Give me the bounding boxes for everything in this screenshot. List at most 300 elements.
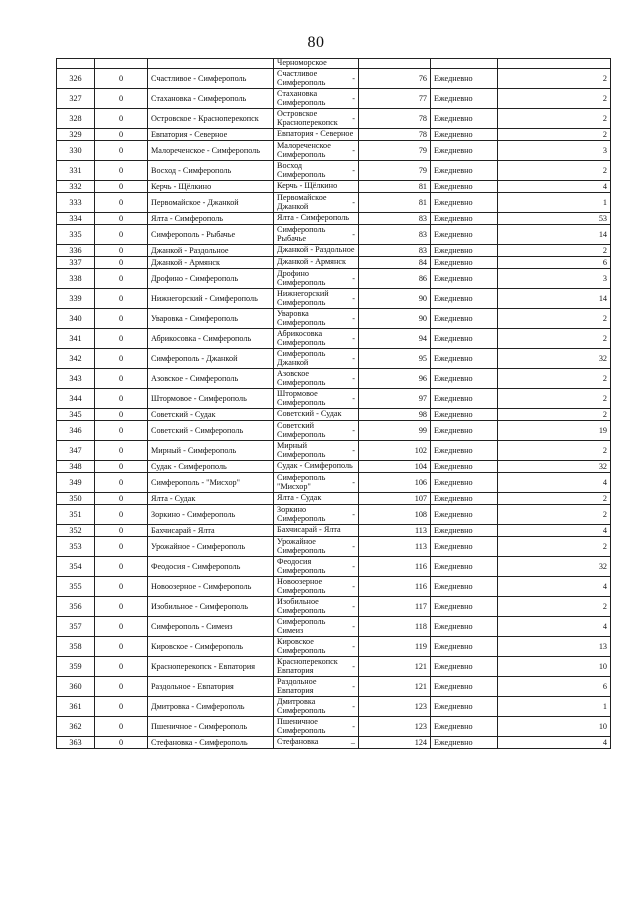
points-line: Симферополь bbox=[277, 605, 326, 615]
cell-count: 3 bbox=[498, 269, 611, 289]
points-line: Уваровка bbox=[277, 309, 309, 319]
points-line: Красноперекопск bbox=[277, 117, 338, 127]
points-dash: - bbox=[352, 229, 355, 239]
table-row bbox=[57, 637, 611, 657]
cell-points: Черноморское bbox=[274, 59, 359, 69]
cell-zero: 0 bbox=[95, 697, 148, 717]
cell-points bbox=[274, 141, 359, 161]
cell-count: 4 bbox=[498, 617, 611, 637]
cell-points bbox=[274, 193, 359, 213]
points-line: Симферополь bbox=[277, 645, 326, 655]
cell-frequency: Ежедневно bbox=[431, 597, 498, 617]
cell-zero: 0 bbox=[95, 409, 148, 421]
cell-route: Стахановка - Симферополь bbox=[148, 89, 274, 109]
points-line: Симферополь bbox=[277, 149, 326, 159]
cell-points bbox=[274, 493, 359, 505]
points-dash: - bbox=[352, 373, 355, 383]
cell-route: Уваровка - Симферополь bbox=[148, 309, 274, 329]
points-dash: - bbox=[352, 333, 355, 343]
points-line: Симферополь bbox=[277, 77, 326, 87]
points-dash: - bbox=[352, 601, 355, 611]
points-line: Ялта - Судак bbox=[277, 493, 322, 503]
cell-points bbox=[274, 421, 359, 441]
points-dash: - bbox=[352, 273, 355, 283]
points-dash: - bbox=[352, 477, 355, 487]
cell-distance: 90 bbox=[359, 289, 431, 309]
cell-num: 329 bbox=[57, 129, 95, 141]
points-line: Симферополь bbox=[277, 565, 326, 575]
cell-frequency: Ежедневно bbox=[431, 161, 498, 181]
points-line: Симферополь bbox=[277, 545, 326, 555]
table-row bbox=[57, 245, 611, 257]
cell-points bbox=[274, 577, 359, 597]
cell-count: 1 bbox=[498, 193, 611, 213]
cell-route: Абрикосовка - Симферополь bbox=[148, 329, 274, 349]
cell-zero: 0 bbox=[95, 225, 148, 245]
cell-zero bbox=[95, 59, 148, 69]
table-row bbox=[57, 421, 611, 441]
cell-count bbox=[498, 59, 611, 69]
points-dash: - bbox=[352, 313, 355, 323]
cell-points bbox=[274, 473, 359, 493]
cell-points bbox=[274, 269, 359, 289]
points-dash: - bbox=[352, 561, 355, 571]
routes-table bbox=[56, 58, 611, 749]
cell-points bbox=[274, 557, 359, 577]
cell-frequency: Ежедневно bbox=[431, 421, 498, 441]
cell-zero: 0 bbox=[95, 505, 148, 525]
cell-route: Кировское - Симферополь bbox=[148, 637, 274, 657]
cell-distance: 123 bbox=[359, 717, 431, 737]
cell-frequency bbox=[431, 59, 498, 69]
cell-route: Керчь - Щёлкино bbox=[148, 181, 274, 193]
cell-count: 2 bbox=[498, 129, 611, 141]
cell-num: 349 bbox=[57, 473, 95, 493]
table-row bbox=[57, 473, 611, 493]
table-row bbox=[57, 537, 611, 557]
cell-points bbox=[274, 657, 359, 677]
points-line: Симферополь bbox=[277, 277, 326, 287]
cell-frequency: Ежедневно bbox=[431, 461, 498, 473]
cell-distance: 79 bbox=[359, 161, 431, 181]
cell-num: 330 bbox=[57, 141, 95, 161]
cell-route: Евпатория - Северное bbox=[148, 129, 274, 141]
cell-count: 4 bbox=[498, 577, 611, 597]
cell-num: 327 bbox=[57, 89, 95, 109]
cell-distance: 78 bbox=[359, 129, 431, 141]
cell-route: Джанкой - Раздольное bbox=[148, 245, 274, 257]
points-line: Евпатория bbox=[277, 665, 314, 675]
cell-num: 343 bbox=[57, 369, 95, 389]
points-line: Судак - Симферополь bbox=[277, 461, 353, 471]
table-row bbox=[57, 697, 611, 717]
cell-num: 338 bbox=[57, 269, 95, 289]
cell-num: 361 bbox=[57, 697, 95, 717]
cell-num: 331 bbox=[57, 161, 95, 181]
points-line: Симферополь bbox=[277, 297, 326, 307]
cell-zero: 0 bbox=[95, 213, 148, 225]
cell-count: 14 bbox=[498, 289, 611, 309]
points-line: Симеиз bbox=[277, 625, 304, 635]
cell-num bbox=[57, 59, 95, 69]
cell-route: Восход - Симферополь bbox=[148, 161, 274, 181]
cell-points bbox=[274, 369, 359, 389]
cell-frequency: Ежедневно bbox=[431, 493, 498, 505]
cell-frequency: Ежедневно bbox=[431, 349, 498, 369]
cell-zero: 0 bbox=[95, 537, 148, 557]
table-row bbox=[57, 441, 611, 461]
cell-zero: 0 bbox=[95, 129, 148, 141]
points-dash: - bbox=[352, 73, 355, 83]
cell-count: 2 bbox=[498, 109, 611, 129]
cell-count: 53 bbox=[498, 213, 611, 225]
points-line: Керчь - Щёлкино bbox=[277, 181, 338, 191]
table-row bbox=[57, 329, 611, 349]
cell-count: 2 bbox=[498, 245, 611, 257]
points-line: Мирный bbox=[277, 441, 308, 451]
cell-count: 4 bbox=[498, 181, 611, 193]
table-row bbox=[57, 193, 611, 213]
points-line: Джанкой bbox=[277, 357, 309, 367]
cell-zero: 0 bbox=[95, 617, 148, 637]
points-dash: - bbox=[352, 681, 355, 691]
cell-route: Судак - Симферополь bbox=[148, 461, 274, 473]
cell-frequency: Ежедневно bbox=[431, 557, 498, 577]
cell-num: 360 bbox=[57, 677, 95, 697]
points-line: Джанкой - Раздольное bbox=[277, 245, 355, 255]
cell-num: 334 bbox=[57, 213, 95, 225]
table-row bbox=[57, 109, 611, 129]
cell-route: Счастливое - Симферополь bbox=[148, 69, 274, 89]
cell-route: Советский - Симферополь bbox=[148, 421, 274, 441]
cell-count: 4 bbox=[498, 473, 611, 493]
cell-route: Мирный - Симферополь bbox=[148, 441, 274, 461]
points-dash: - bbox=[352, 721, 355, 731]
table-row bbox=[57, 717, 611, 737]
cell-zero: 0 bbox=[95, 349, 148, 369]
cell-zero: 0 bbox=[95, 597, 148, 617]
cell-frequency: Ежедневно bbox=[431, 129, 498, 141]
cell-distance: 124 bbox=[359, 737, 431, 749]
cell-points bbox=[274, 637, 359, 657]
points-line: Симферополь bbox=[277, 705, 326, 715]
cell-num: 336 bbox=[57, 245, 95, 257]
cell-count: 32 bbox=[498, 461, 611, 473]
cell-points bbox=[274, 181, 359, 193]
cell-frequency: Ежедневно bbox=[431, 657, 498, 677]
cell-distance: 84 bbox=[359, 257, 431, 269]
points-line: Джанкой bbox=[277, 201, 309, 211]
cell-count: 2 bbox=[498, 409, 611, 421]
cell-zero: 0 bbox=[95, 109, 148, 129]
points-dash: - bbox=[352, 145, 355, 155]
cell-route: Малореченское - Симферополь bbox=[148, 141, 274, 161]
cell-points bbox=[274, 505, 359, 525]
points-line: Дрофино bbox=[277, 269, 309, 279]
cell-distance: 123 bbox=[359, 697, 431, 717]
points-line: Симферополь bbox=[277, 377, 326, 387]
points-line: Бахчисарай - Ялта bbox=[277, 525, 341, 535]
cell-frequency: Ежедневно bbox=[431, 737, 498, 749]
cell-frequency: Ежедневно bbox=[431, 269, 498, 289]
cell-frequency: Ежедневно bbox=[431, 409, 498, 421]
points-dash: - bbox=[352, 661, 355, 671]
cell-num: 359 bbox=[57, 657, 95, 677]
cell-route: Ялта - Судак bbox=[148, 493, 274, 505]
points-line: Первомайское bbox=[277, 193, 327, 203]
points-line: Азовское bbox=[277, 369, 310, 379]
cell-num: 333 bbox=[57, 193, 95, 213]
points-dash: - bbox=[352, 353, 355, 363]
cell-frequency: Ежедневно bbox=[431, 213, 498, 225]
cell-distance: 106 bbox=[359, 473, 431, 493]
cell-frequency: Ежедневно bbox=[431, 677, 498, 697]
cell-route bbox=[148, 59, 274, 69]
cell-distance: 76 bbox=[359, 69, 431, 89]
points-line: Симферополь bbox=[277, 449, 326, 459]
points-dash: - bbox=[352, 197, 355, 207]
points-line: Симферополь bbox=[277, 397, 326, 407]
cell-num: 342 bbox=[57, 349, 95, 369]
cell-num: 344 bbox=[57, 389, 95, 409]
cell-num: 345 bbox=[57, 409, 95, 421]
points-line: Симферополь bbox=[277, 97, 326, 107]
cell-zero: 0 bbox=[95, 309, 148, 329]
continuation-row bbox=[57, 59, 611, 69]
cell-route: Первомайское - Джанкой bbox=[148, 193, 274, 213]
cell-zero: 0 bbox=[95, 421, 148, 441]
table-row bbox=[57, 409, 611, 421]
cell-route: Бахчисарай - Ялта bbox=[148, 525, 274, 537]
cell-zero: 0 bbox=[95, 557, 148, 577]
table-row bbox=[57, 309, 611, 329]
cell-num: 335 bbox=[57, 225, 95, 245]
cell-zero: 0 bbox=[95, 441, 148, 461]
cell-frequency: Ежедневно bbox=[431, 225, 498, 245]
cell-points bbox=[274, 289, 359, 309]
cell-num: 326 bbox=[57, 69, 95, 89]
cell-count: 2 bbox=[498, 161, 611, 181]
cell-route: Дмитровка - Симферополь bbox=[148, 697, 274, 717]
cell-frequency: Ежедневно bbox=[431, 473, 498, 493]
cell-frequency: Ежедневно bbox=[431, 69, 498, 89]
cell-zero: 0 bbox=[95, 637, 148, 657]
points-line: Абрикосовка bbox=[277, 329, 323, 339]
cell-num: 347 bbox=[57, 441, 95, 461]
points-line: Симферополь bbox=[277, 473, 326, 483]
cell-frequency: Ежедневно bbox=[431, 637, 498, 657]
cell-route: Штормовое - Симферополь bbox=[148, 389, 274, 409]
table-row bbox=[57, 89, 611, 109]
cell-route: Нижнегорский - Симферополь bbox=[148, 289, 274, 309]
cell-frequency: Ежедневно bbox=[431, 309, 498, 329]
points-dash: – bbox=[350, 737, 355, 747]
points-dash: - bbox=[352, 641, 355, 651]
points-line: Рыбачье bbox=[277, 233, 307, 243]
cell-points bbox=[274, 161, 359, 181]
cell-frequency: Ежедневно bbox=[431, 697, 498, 717]
points-line: Урожайное bbox=[277, 537, 316, 547]
cell-num: 363 bbox=[57, 737, 95, 749]
points-dash: - bbox=[352, 581, 355, 591]
cell-distance: 77 bbox=[359, 89, 431, 109]
cell-distance: 83 bbox=[359, 225, 431, 245]
points-line: Восход bbox=[277, 161, 303, 171]
routes-table-body bbox=[57, 59, 611, 749]
cell-num: 339 bbox=[57, 289, 95, 309]
cell-zero: 0 bbox=[95, 289, 148, 309]
cell-frequency: Ежедневно bbox=[431, 181, 498, 193]
cell-frequency: Ежедневно bbox=[431, 537, 498, 557]
cell-zero: 0 bbox=[95, 69, 148, 89]
table-row bbox=[57, 677, 611, 697]
points-line: Стахановка bbox=[277, 89, 318, 99]
cell-count: 6 bbox=[498, 677, 611, 697]
points-dash: - bbox=[352, 701, 355, 711]
cell-frequency: Ежедневно bbox=[431, 109, 498, 129]
cell-points bbox=[274, 441, 359, 461]
cell-count: 2 bbox=[498, 597, 611, 617]
table-row bbox=[57, 493, 611, 505]
cell-num: 358 bbox=[57, 637, 95, 657]
cell-distance: 107 bbox=[359, 493, 431, 505]
cell-zero: 0 bbox=[95, 737, 148, 749]
cell-route: Зоркино - Симферополь bbox=[148, 505, 274, 525]
cell-points bbox=[274, 617, 359, 637]
cell-zero: 0 bbox=[95, 657, 148, 677]
points-line: Симферополь bbox=[277, 225, 326, 235]
cell-count: 10 bbox=[498, 657, 611, 677]
cell-route: Симферополь - "Мисхор" bbox=[148, 473, 274, 493]
table-row bbox=[57, 69, 611, 89]
cell-distance: 121 bbox=[359, 677, 431, 697]
cell-zero: 0 bbox=[95, 717, 148, 737]
cell-zero: 0 bbox=[95, 473, 148, 493]
points-line: Симферополь bbox=[277, 585, 326, 595]
points-line: Пшеничное bbox=[277, 717, 318, 727]
cell-points bbox=[274, 225, 359, 245]
cell-route: Джанкой - Армянск bbox=[148, 257, 274, 269]
table-row bbox=[57, 577, 611, 597]
cell-count: 2 bbox=[498, 69, 611, 89]
points-line: Советский bbox=[277, 421, 315, 431]
cell-distance: 79 bbox=[359, 141, 431, 161]
points-line: Евпатория bbox=[277, 685, 314, 695]
cell-points bbox=[274, 389, 359, 409]
table-row bbox=[57, 525, 611, 537]
points-dash: - bbox=[352, 509, 355, 519]
cell-count: 2 bbox=[498, 505, 611, 525]
table-row bbox=[57, 129, 611, 141]
points-line: Симферополь bbox=[277, 317, 326, 327]
cell-distance: 83 bbox=[359, 213, 431, 225]
cell-points bbox=[274, 309, 359, 329]
points-dash: - bbox=[352, 113, 355, 123]
points-line: Кировское bbox=[277, 637, 314, 647]
table-row bbox=[57, 181, 611, 193]
points-line: Симферополь bbox=[277, 349, 326, 359]
cell-distance: 90 bbox=[359, 309, 431, 329]
cell-points bbox=[274, 525, 359, 537]
points-dash: - bbox=[352, 621, 355, 631]
cell-distance: 121 bbox=[359, 657, 431, 677]
cell-zero: 0 bbox=[95, 269, 148, 289]
cell-count: 10 bbox=[498, 717, 611, 737]
points-line: Островское bbox=[277, 109, 318, 119]
table-row bbox=[57, 737, 611, 749]
cell-zero: 0 bbox=[95, 193, 148, 213]
cell-distance: 116 bbox=[359, 577, 431, 597]
cell-route: Островское - Красноперекопск bbox=[148, 109, 274, 129]
cell-route: Феодосия - Симферополь bbox=[148, 557, 274, 577]
cell-num: 356 bbox=[57, 597, 95, 617]
table-row bbox=[57, 389, 611, 409]
cell-count: 2 bbox=[498, 441, 611, 461]
cell-frequency: Ежедневно bbox=[431, 289, 498, 309]
points-dash: - bbox=[352, 425, 355, 435]
cell-num: 328 bbox=[57, 109, 95, 129]
cell-distance: 83 bbox=[359, 245, 431, 257]
cell-frequency: Ежедневно bbox=[431, 717, 498, 737]
points-dash: - bbox=[352, 393, 355, 403]
cell-distance bbox=[359, 59, 431, 69]
cell-count: 2 bbox=[498, 329, 611, 349]
table-row bbox=[57, 597, 611, 617]
points-line: Феодосия bbox=[277, 557, 312, 567]
cell-route: Пшеничное - Симферополь bbox=[148, 717, 274, 737]
cell-num: 340 bbox=[57, 309, 95, 329]
cell-points bbox=[274, 109, 359, 129]
cell-points bbox=[274, 69, 359, 89]
cell-points bbox=[274, 537, 359, 557]
cell-route: Красноперекопск - Евпатория bbox=[148, 657, 274, 677]
cell-count: 4 bbox=[498, 737, 611, 749]
points-line: "Мисхор" bbox=[277, 481, 311, 491]
cell-points bbox=[274, 129, 359, 141]
cell-frequency: Ежедневно bbox=[431, 525, 498, 537]
table-row bbox=[57, 505, 611, 525]
cell-points bbox=[274, 597, 359, 617]
cell-distance: 78 bbox=[359, 109, 431, 129]
cell-num: 341 bbox=[57, 329, 95, 349]
cell-frequency: Ежедневно bbox=[431, 257, 498, 269]
cell-zero: 0 bbox=[95, 329, 148, 349]
table-row bbox=[57, 289, 611, 309]
cell-distance: 113 bbox=[359, 525, 431, 537]
points-line: Симферополь bbox=[277, 337, 326, 347]
cell-frequency: Ежедневно bbox=[431, 389, 498, 409]
cell-route: Урожайное - Симферополь bbox=[148, 537, 274, 557]
points-line: Дмитровка bbox=[277, 697, 316, 707]
points-line: Новоозерное bbox=[277, 577, 323, 587]
cell-points bbox=[274, 461, 359, 473]
cell-zero: 0 bbox=[95, 389, 148, 409]
cell-distance: 102 bbox=[359, 441, 431, 461]
cell-route: Раздольное - Евпатория bbox=[148, 677, 274, 697]
cell-count: 2 bbox=[498, 89, 611, 109]
cell-points bbox=[274, 89, 359, 109]
table-row bbox=[57, 269, 611, 289]
cell-frequency: Ежедневно bbox=[431, 369, 498, 389]
points-line: Симферополь bbox=[277, 513, 326, 523]
cell-zero: 0 bbox=[95, 369, 148, 389]
cell-route: Симферополь - Симеиз bbox=[148, 617, 274, 637]
cell-distance: 118 bbox=[359, 617, 431, 637]
points-line: Штормовое bbox=[277, 389, 318, 399]
cell-points bbox=[274, 677, 359, 697]
cell-points bbox=[274, 697, 359, 717]
cell-distance: 97 bbox=[359, 389, 431, 409]
